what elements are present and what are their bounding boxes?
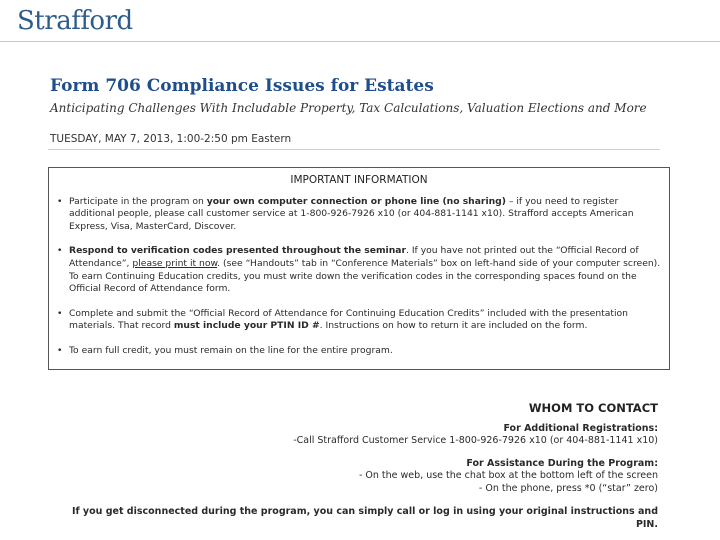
item3-post: . Instructions on how to return it are included on the form. — [319, 320, 588, 332]
item3-pre: Complete and submit the “Official Record of Attendance for Continuing Education Credits” included with the presentation materials. That record — [69, 307, 628, 332]
important-information-list — [57, 196, 661, 358]
item3-bold: must include your PTIN ID # — [173, 320, 320, 332]
program-datetime: TUESDAY, MAY 7, 2013, 1:00-2:50 pm Eastern — [50, 133, 292, 145]
list-item-full-credit — [57, 345, 661, 358]
important-information-box — [48, 167, 670, 370]
item2-mid: . If you have not printed out the “Official Record of Attendance”, — [69, 245, 639, 269]
contact-section — [58, 402, 658, 531]
item2-post: . (see “Handouts” tab in “Conference Materials” box on left-hand side of your computer screen). To earn Continuing Education credits, you must write down the verification codes in the corresponding spaces found on the Official Record of Attendance form. — [69, 257, 661, 295]
header-divider — [0, 41, 720, 42]
assistance-label: For Assistance During the Program: — [466, 457, 658, 469]
assistance-web-line: - On the web, use the chat box at the bottom left of the screen — [358, 470, 658, 481]
item1-bold: your own computer connection or phone line (no sharing) — [206, 195, 506, 207]
important-information-heading: IMPORTANT INFORMATION — [290, 174, 428, 186]
list-item-verification — [57, 245, 661, 295]
list-item-connection — [57, 196, 661, 234]
disconnect-note: If you get disconnected during the program, you can simply call or log in using your original instructions and PIN. — [71, 506, 658, 530]
item1-pre: Participate in the program on — [69, 195, 207, 207]
page-subtitle: Anticipating Challenges With Includable Property, Tax Calculations, Valuation Elections and More — [50, 101, 647, 115]
registrations-line: -Call Strafford Customer Service 1-800-926-7926 x10 (or 404-881-1141 x10) — [293, 435, 658, 446]
datetime-divider — [48, 149, 660, 150]
print-now-link[interactable]: please print it now — [132, 257, 218, 269]
page-title: Form 706 Compliance Issues for Estates — [50, 76, 434, 96]
strafford-logo: Strafford — [17, 6, 133, 36]
assistance-phone-line: - On the phone, press *0 (“star” zero) — [478, 482, 658, 494]
item1-post: – if you need to register additional people, please call customer service at 1-800-926-7926 x10 (or 404-881-1141 x10). Strafford accepts American Express, Visa, MasterCard, Discover. — [69, 195, 634, 232]
list-item-attendance-record — [57, 308, 661, 333]
contact-heading: WHOM TO CONTACT — [528, 401, 658, 415]
item4-text: To earn full credit, you must remain on the line for the entire program. — [69, 344, 393, 356]
item2-bold: Respond to verification codes presented throughout the seminar — [69, 245, 406, 257]
registrations-label: For Additional Registrations: — [503, 422, 658, 434]
